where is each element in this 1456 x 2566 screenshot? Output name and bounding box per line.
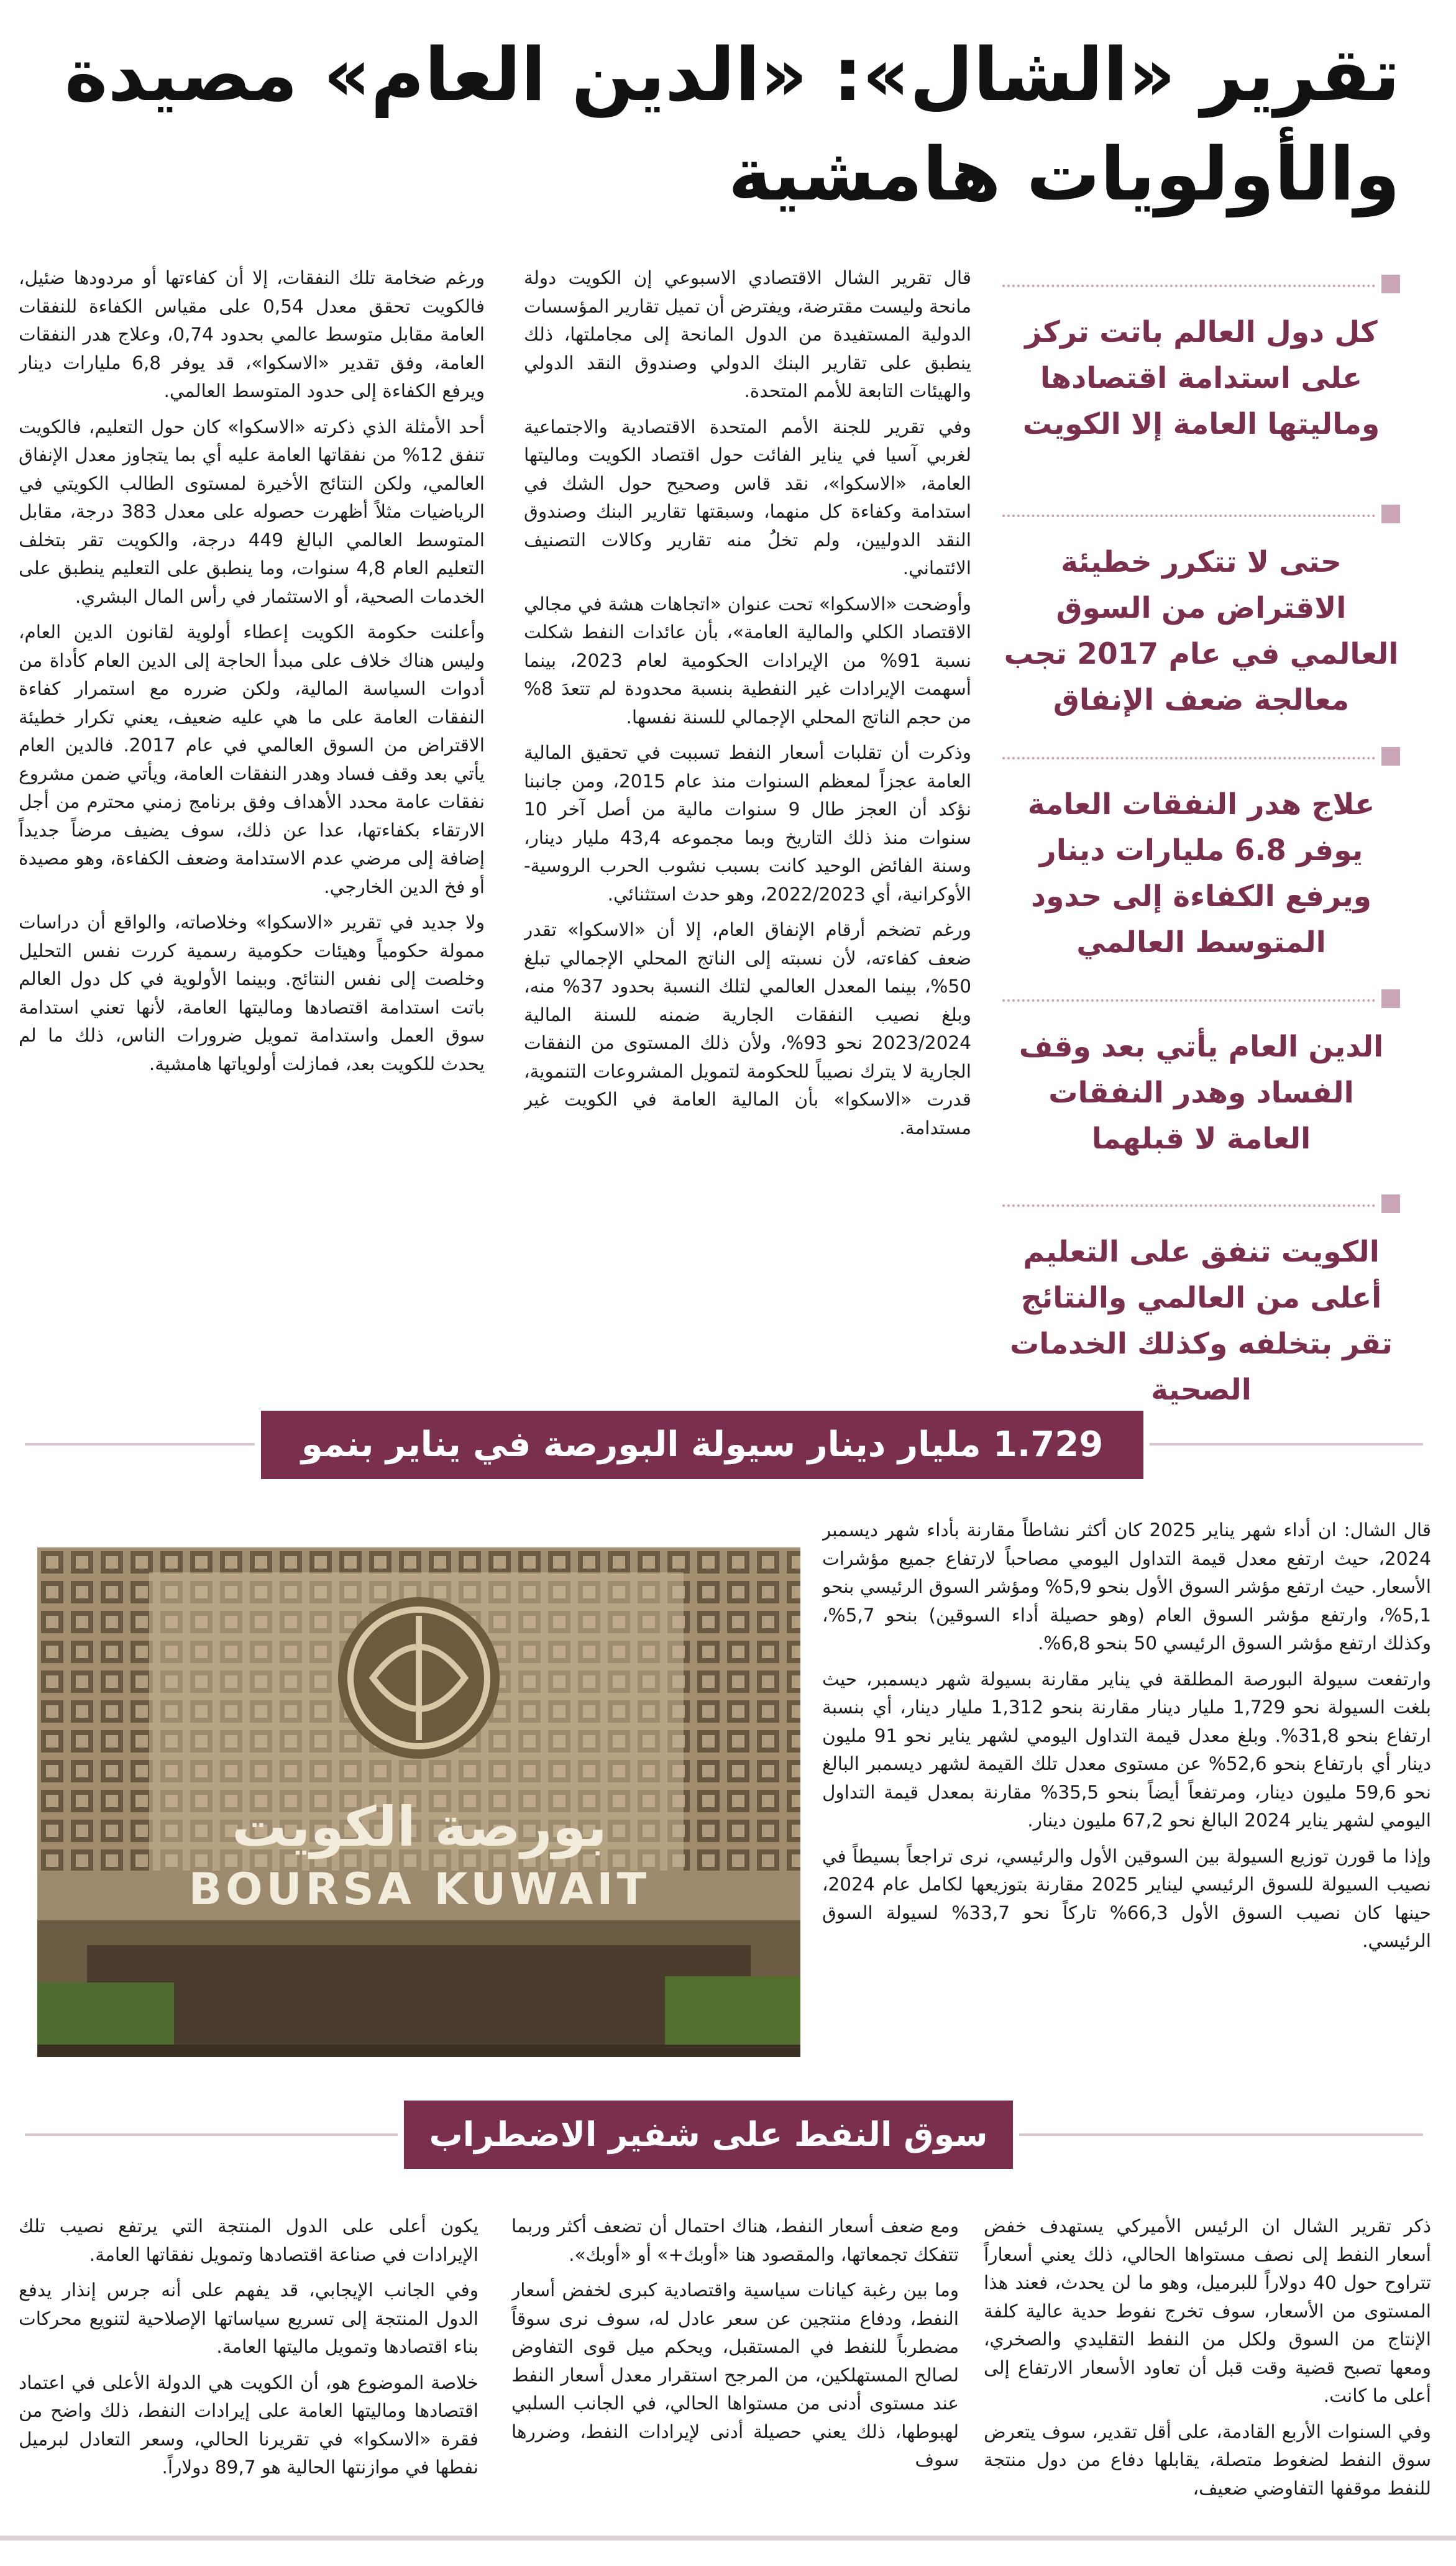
- paragraph: وفي الجانب الإيجابي، قد يفهم على أنه جرس إنذار يدفع الدول المنتجة إلى تسريع سياساتها الإصلاحية لتنويع محركات بناء اقتصادها وتمويل ماليتها العامة.: [19, 2280, 478, 2357]
- pull-quote-divider: [1002, 285, 1375, 287]
- banner-rule-left: [25, 2133, 398, 2136]
- paragraph: وأوضحت «الاسكوا» تحت عنوان «اتجاهات هشة في مجالي الاقتصاد الكلي والمالية العامة»، بأن عائدات النفط شكلت نسبة 91% من الإيرادات الحكومية لعام 2023، بينما أسهمت الإيرادات غير النفطية بنسبة محدودة لم تتعدَ 8% من حجم الناتج المحلي الإجمالي للسنة نفسها.: [524, 593, 971, 728]
- paragraph: وفي السنوات الأربع القادمة، على أقل تقدير، سوف يتعرض سوق النفط لضغوط متصلة، يقابلها دفاع من دول منتجة للنفط موقفها التفاوضي ضعيف،: [984, 2421, 1431, 2499]
- banner-rule-right: [1019, 2133, 1423, 2136]
- paragraph: قال الشال: ان أداء شهر يناير 2025 كان أكثر نشاطاً مقارنة بأداء شهر ديسمبر 2024، حيث ارتفع معدل قيمة التداول اليومي مصاحباً لارتفاع جميع مؤشرات الأسعار. حيث ارتفع مؤشر السوق الأول بنحو 5,9% ومؤشر السوق الرئيسي بنحو 5,1%، وارتفع مؤشر السوق العام (وهو حصيلة أداء السوقين) بنحو 5,7%، وكذلك ارتفع مؤشر السوق الرئيسي 50 بنحو 6,8%.: [822, 1519, 1431, 1654]
- paragraph: ولا جديد في تقرير «الاسكوا» وخلاصاته، والواقع أن دراسات ممولة حكومياً وهيئات حكومية رسمية كررت نفس التحليل وخلصت إلى نفس النتائج. وبينما الأولوية في كل دول العالم باتت استدامة اقتصادها وماليتها العامة، لأنها تعني استدامة سوق العمل واستدامة تمويل ضرورات الناس، ذلك ما لم يحدث للكويت بعد، فمازلت أولوياتها هامشية.: [19, 912, 485, 1075]
- pull-quote-text: الدين العام يأتي بعد وقف الفساد وهدر النفقات العامة لا قبلهما: [1019, 1030, 1384, 1156]
- photo-sign-arabic: بورصة الكويت: [232, 1795, 607, 1859]
- oil-column-1: [984, 2212, 1431, 2523]
- paragraph: قال تقرير الشال الاقتصادي الاسبوعي إن الكويت دولة مانحة وليست مقترضة، ويفترض أن تميل تقارير المؤسسات الدولية المستفيدة من الدول المانحة إلى مجاملتها، ذلك ينطبق على تقارير البنك الدولي وصندوق النقد الدولي والهيئات التابعة للأمم المتحدة.: [524, 267, 971, 401]
- pull-quote-divider: [1002, 1204, 1375, 1207]
- paragraph: وارتفعت سيولة البورصة المطلقة في يناير مقارنة بسيولة شهر ديسمبر، حيث بلغت السيولة نحو 1,729 مليار دينار مقارنة بنحو 1,312 مليار دينار، أي بنسبة ارتفاع بنحو 31,8%. وبلغ معدل قيمة التداول اليومي لشهر يناير نحو 91 مليون دينار أي بارتفاع بنحو 52,6% عن مستوى معدل تلك القيمة لشهر ديسمبر البالغ نحو 59,6 مليون دينار، ومرتفعاً أيضاً بنحو 35,5% مقارنة بمعدل قيمة التداول اليومي لشهر يناير 2024 البالغ نحو 67,2 مليون دينار.: [822, 1668, 1431, 1831]
- pull-quotes: [1002, 267, 1400, 1407]
- paragraph: وفي تقرير للجنة الأمم المتحدة الاقتصادية والاجتماعية لغربي آسيا في يناير الفائت حول اقتصاد الكويت وماليتها العامة، «الاسكوا»، نقد قاس وصحيح حول الشك في استدامة وكفاءة كل منهما، وسبقتها تقارير البنك وصندوق النقد الدوليين، ولم تخلُ منه تقارير وكالات التصنيف الائتماني.: [524, 416, 971, 579]
- paragraph: وإذا ما قورن توزيع السيولة بين السوقين الأول والرئيسي، نرى تراجعاً بسيطاً في نصيب السيولة للسوق الرئيسي ليناير 2025 مقارنة بتوزيعها لكامل عام 2024، حينها كان نصيب السوق الأول 66,3% تاركاً نحو 33,7% لسيولة السوق الرئيسي.: [822, 1845, 1431, 1951]
- pull-quote-text: الكويت تنفق على التعليم أعلى من العالمي والنتائج تقر بتخلفه وكذلك الخدمات الصحية: [1010, 1235, 1393, 1407]
- paragraph: وذكرت أن تقلبات أسعار النفط تسببت في تحقيق المالية العامة عجزاً لمعظم السنوات منذ عام 2015، ومن جانبنا نؤكد أن العجز طال 9 سنوات مالية من أصل آخر 10 سنوات منذ ذلك التاريخ وبما مجموعه 43,4 مليار دينار، وسنة الفائض الوحيد كانت بسبب نشوب الحرب الروسية-الأوكرانية، أي 2022/2023، وهو حدث استثنائي.: [524, 742, 971, 905]
- banner-rule-left: [25, 1443, 255, 1446]
- pull-quote-text: حتى لا تتكرر خطيئة الاقتراض من السوق العالمي في عام 2017 تجب معالجة ضعف الإنفاق: [1004, 545, 1399, 717]
- pull-quote-text: علاج هدر النفقات العامة يوفر 6.8 مليارات دينار ويرفع الكفاءة إلى حدود المتوسط العالمي: [1027, 787, 1375, 960]
- pull-quote-marker: [1381, 989, 1400, 1008]
- banner-rule-right: [1150, 1443, 1423, 1446]
- pull-quote-divider: [1002, 757, 1375, 759]
- paragraph: خلاصة الموضوع هو، أن الكويت هي الدولة الأعلى في اعتماد اقتصادها وماليتها العامة على إيرادات النفط، ذلك واضح من فقرة «الاسكوا» في تقريرنا الحالي، وسعر التعادل لبرميل نفطها في موازنتها الحالية هو 89,7 دولاراً.: [19, 2371, 478, 2478]
- section-banner-boursa: [261, 1411, 1143, 1533]
- headline: [58, 25, 1400, 236]
- pull-quote-marker: [1381, 505, 1400, 523]
- pull-quote-text: كل دول العالم باتت تركز على استدامة اقتصادها وماليتها العامة إلا الكويت: [1022, 315, 1380, 441]
- boursa-building-photo: [37, 1547, 800, 2057]
- headline-line-1: تقرير «الشال»: «الدين العام» مصيدة: [64, 32, 1400, 117]
- oil-column-2: [511, 2212, 959, 2523]
- paragraph: ومع ضعف أسعار النفط، هناك احتمال أن تضعف أكثر وربما تتفكك تجمعاتها، والمقصود هنا «أوبك+» أو «أوبك».: [511, 2215, 959, 2265]
- pull-quote-divider: [1002, 515, 1375, 517]
- paragraph: ورغم تضخم أرقام الإنفاق العام، إلا أن «الاسكوا» تقدر ضعف كفاءته، لأن نسبته إلى الناتج المحلي الإجمالي تبلغ 50%، بينما المعدل العالمي لتلك النسبة بحدود 37% منه، وبلغ نصيب النفقات الجارية ضمنه للسنة المالية 2023/2024 نحو 93%، ولأن ذلك المستوى من النفقات الجارية لا يترك نصيباً للحكومة لتمويل المشروعات التنموية، قدرت «الاسكوا» بأن المالية العامة في الكويت غير مستدامة.: [524, 919, 971, 1139]
- headline-line-2: والأولويات هامشية: [728, 131, 1400, 217]
- pull-quote-marker: [1381, 275, 1400, 293]
- paragraph: وما بين رغبة كيانات سياسية واقتصادية كبرى لخفض أسعار النفط، ودفاع منتجين عن سعر عادل له، سوف نرى سوقاً مضطرباً للنفط في المستقبل، ويحكم ميل قوى التفاوض لصالح المستهلكين، من المرجح استقرار معدل أسعار النفط عند مستوى أدنى من مستواها الحالي، في الجانب السلبي لهبوطها، ذلك يعني حصيلة أدنى لإيرادات النفط، وضررها سوف: [511, 2280, 959, 2470]
- boursa-article: [822, 1516, 1431, 2076]
- pull-quote-marker: [1381, 747, 1400, 766]
- pull-quote-marker: [1381, 1194, 1400, 1213]
- paragraph: ذكر تقرير الشال ان الرئيس الأميركي يستهدف خفض أسعار النفط إلى نصف مستواها الحالي، ذلك يعني أسعاراً تتراوح حول 40 دولاراً للبرميل، وهو ما لن يحدث، فعند هذا المستوى من الأسعار، سوف تخرج نفوط حدية عالية كلفة الإنتاج من السوق ولكل من النفط التقليدي والصخري، ومعها تصبح قضية وقت قبل أن تعاود الأسعار الارتفاع إلى أعلى ما كانت.: [984, 2215, 1431, 2406]
- article-column-left: [19, 264, 485, 1377]
- paragraph: وأعلنت حكومة الكويت إعطاء أولوية لقانون الدين العام، وليس هناك خلاف على مبدأ الحاجة إلى الدين العام كأداة من أدوات السياسة المالية، ولكن ضرره مع استمرار كفاءة النفقات العامة على ما هي عليه ضعيف، يعني تكرار خطيئة الاقتراض من السوق العالمي في عام 2017. فالدين العام يأتي بعد وقف فساد وهدر النفقات العامة، ويأتي ضمن مشروع نفقات عامة محدد الأهداف وفق برنامج زمني محترم من أجل الارتقاء بكفاءتها، عدا عن ذلك، سوف يضيف مرضاً جديداً إضافة إلى مرضي عدم الاستدامة وضعف الكفاءة، وهو مصيدة أو فخ الدين الخارجي.: [19, 621, 485, 897]
- section-banner-oil: [404, 2101, 1013, 2169]
- paragraph: يكون أعلى على الدول المنتجة التي يرتفع نصيب تلك الإيرادات في صناعة اقتصادها وتمويل نفقاتها العامة.: [19, 2215, 478, 2265]
- oil-column-3: [19, 2212, 478, 2523]
- section-title: 1.729 مليار دينار سيولة البورصة في يناير بنمو 31.8%: [301, 1424, 1104, 1533]
- article-column-right: [524, 264, 971, 1377]
- photo-sign-english: BOURSA KUWAIT: [188, 1864, 651, 1915]
- paragraph: أحد الأمثلة الذي ذكرته «الاسكوا» كان حول التعليم، فالكويت تنفق 12% من نفقاتها العامة عليه أي بما يتجاوز معدل الإنفاق العالمي، ولكن النتائج الأخيرة لمستوى الطالب الكويتي في الرياضيات مثلاً أظهرت حصوله على معدل 383 درجة، مقابل المتوسط العالمي البالغ 449 درجة، والكويت تقر بتخلف التعليم العام 4,8 سنوات، وما ينطبق على التعليم ينطبق على الخدمات الصحية، أو الاستثمار في رأس المال البشري.: [19, 416, 485, 607]
- paragraph: ورغم ضخامة تلك النفقات، إلا أن كفاءتها أو مردودها ضئيل، فالكويت تحقق معدل 0,54 على مقياس الكفاءة للنفقات العامة مقابل متوسط عالمي بحدود 0,74، وعلاج هدر النفقات العامة، وفق تقدير «الاسكوا»، قد يوفر 6,8 مليارات دينار ويرفع الكفاءة إلى حدود المتوسط العالمي.: [19, 267, 485, 401]
- pull-quote-divider: [1002, 999, 1375, 1002]
- section-title: سوق النفط على شفير الاضطراب: [429, 2115, 988, 2154]
- page-bottom-rule: [0, 2536, 1456, 2541]
